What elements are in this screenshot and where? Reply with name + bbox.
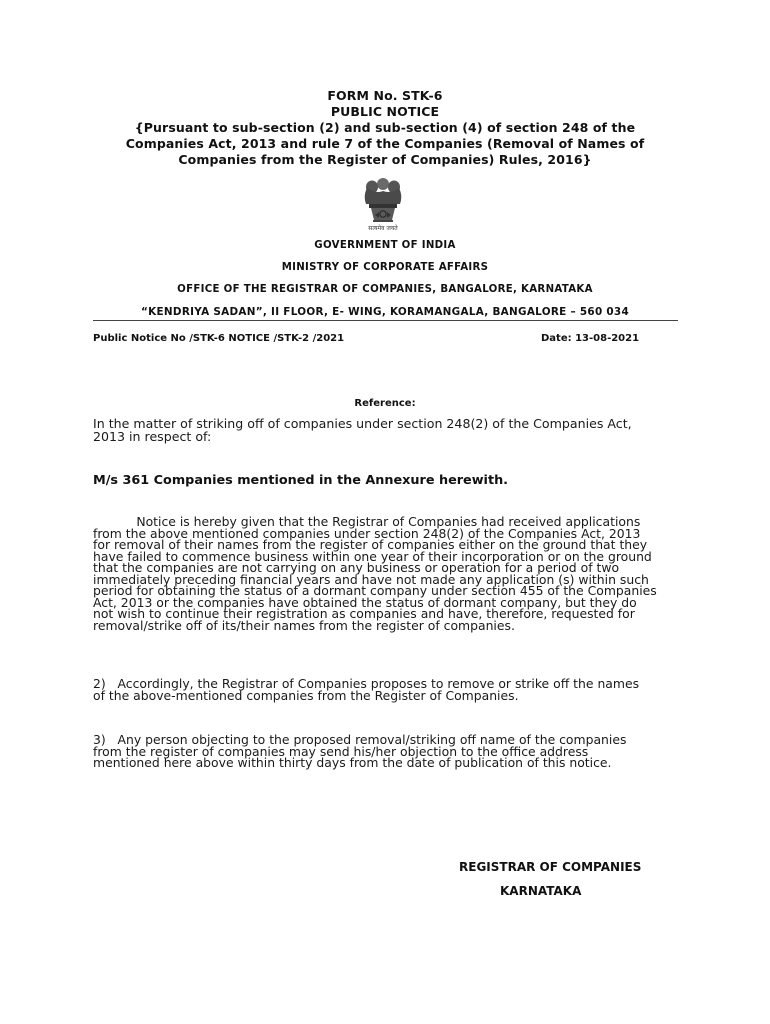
paragraph-3 [93,734,678,769]
pursuant-line: Companies from the Register of Companies) Rules, 2016} [178,152,592,167]
form-subtitle: PUBLIC NOTICE [330,104,440,119]
paragraph-line: from the above mentioned companies under section 248(2) of the Companies Act, 2013 [93,525,641,541]
paragraph-line: 2) Accordingly, the Registrar of Companies proposes to remove or strike off the names [93,676,640,691]
paragraph-line: period for obtaining the status of a dormant company under section 455 of the Companies [93,583,657,598]
paragraph-2 [93,678,678,701]
national-emblem-icon [355,174,411,234]
paragraph-line: from the register of companies may send his/her objection to the office address [93,743,589,759]
ministry-heading: MINISTRY OF CORPORATE AFFAIRS [281,262,489,273]
emblem-motto: सत्यमेव जयते [368,225,398,232]
pursuant-line: {Pursuant to sub-section (2) and sub-section (4) of section 248 of the [134,120,636,135]
office-heading: OFFICE OF THE REGISTRAR OF COMPANIES, BANGALORE, KARNATAKA [177,284,593,295]
paragraph-line: immediately preceding financial years and have not made any application (s) within such [93,571,649,587]
paragraph-line: 3) Any person objecting to the proposed removal/striking off name of the companies [93,732,627,747]
paragraph-line: removal/strike off of its/their names from the register of companies. [93,617,515,633]
reference-label: Reference: [354,398,416,409]
matter-line: In the matter of striking off of companies under section 248(2) of the Companies Act, [93,416,632,431]
matter-paragraph [93,417,678,443]
paragraph-line: not wish to continue their registration as companies and have, therefore, requested for [93,606,635,621]
notice-date: Date: 13-08-2021 [541,333,640,344]
paragraph-line: for removal of their names from the register of companies either on the ground that they [93,537,648,552]
companies-line: M/s 361 Companies mentioned in the Annexure herewith. [93,473,509,488]
signature-state: KARNATAKA [500,884,582,898]
form-title: FORM No. STK-6 [327,88,443,103]
paragraph-line: have failed to commence business within one year of their incorporation or on the ground [93,548,652,564]
paragraph-line: Act, 2013 or the companies have obtained the status of dormant company, but they do [93,594,637,610]
pursuant-line: Companies Act, 2013 and rule 7 of the Companies (Removal of Names of [125,136,645,151]
paragraph-line: that the companies are not carrying on any business or operation for a period of two [93,560,620,575]
paragraph-line: mentioned here above within thirty days from the date of publication of this notice. [93,755,612,770]
signature-designation: REGISTRAR OF COMPANIES [459,860,642,874]
notice-number: Public Notice No /STK-6 NOTICE /STK-2 /2021 [93,333,345,344]
header-divider [93,320,678,321]
paragraph-1 [93,516,678,631]
government-heading: GOVERNMENT OF INDIA [314,240,456,251]
matter-line: 2013 in respect of: [93,429,212,444]
paragraph-line: of the above-mentioned companies from the Register of Companies. [93,687,519,703]
paragraph-line: Notice is hereby given that the Registrar of Companies had received applications [93,514,641,529]
office-address: “KENDRIYA SADAN”, II FLOOR, E- WING, KORAMANGALA, BANGALORE – 560 034 [141,306,629,318]
